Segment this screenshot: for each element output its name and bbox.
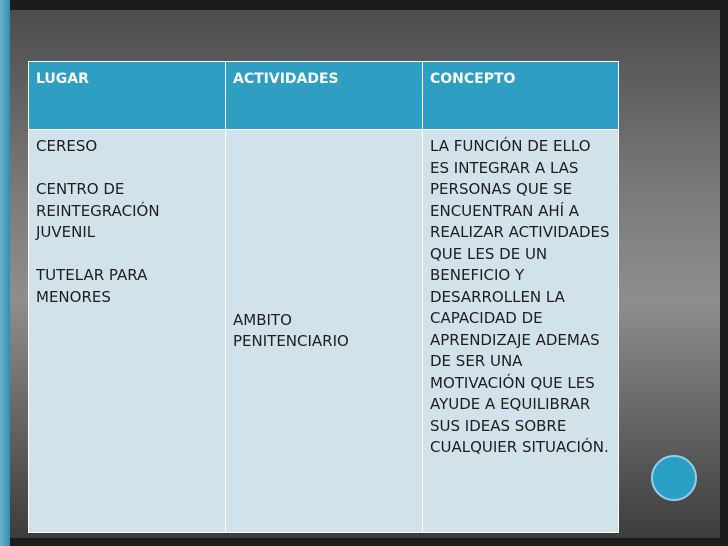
table-header-row xyxy=(29,62,619,130)
actividades-line: PENITENCIARIO xyxy=(233,332,349,350)
cell-concepto: LA FUNCIÓN DE ELLO ES INTEGRAR A LAS PERSONAS QUE SE ENCUENTRAN AHÍ A REALIZAR ACTIVIDADES QUE LES DE UN BENEFICIO Y DESARROLLEN LA CAPACIDAD DE APRENDIZAJE ADEMAS DE SER UNA MOTIVACIÓN QUE LES AYUDE A EQUILIBRAR SUS IDEAS SOBRE CUALQUIER SITUACIÓN. xyxy=(423,130,619,533)
lugar-line: MENORES xyxy=(36,287,111,306)
lugar-line: REINTEGRACIÓN xyxy=(36,201,160,220)
cell-lugar xyxy=(29,130,226,533)
slide-bottom-border xyxy=(10,538,728,546)
table-row xyxy=(29,130,619,533)
lugar-line: JUVENIL xyxy=(36,223,96,241)
lugar-line: TUTELAR PARA xyxy=(36,266,148,284)
cell-actividades xyxy=(226,130,423,533)
slide-right-border xyxy=(720,0,728,546)
header-lugar: LUGAR xyxy=(29,62,226,130)
header-concepto: CONCEPTO xyxy=(423,62,619,130)
lugar-line: CENTRO DE xyxy=(36,180,125,198)
decorative-circle xyxy=(651,455,697,501)
actividades-line: AMBITO xyxy=(233,310,292,329)
slide-top-border xyxy=(10,0,728,10)
content-table xyxy=(28,61,619,533)
lugar-line: CERESO xyxy=(36,137,98,155)
header-actividades: ACTIVIDADES xyxy=(226,62,423,130)
slide-left-accent-bar xyxy=(0,0,10,546)
